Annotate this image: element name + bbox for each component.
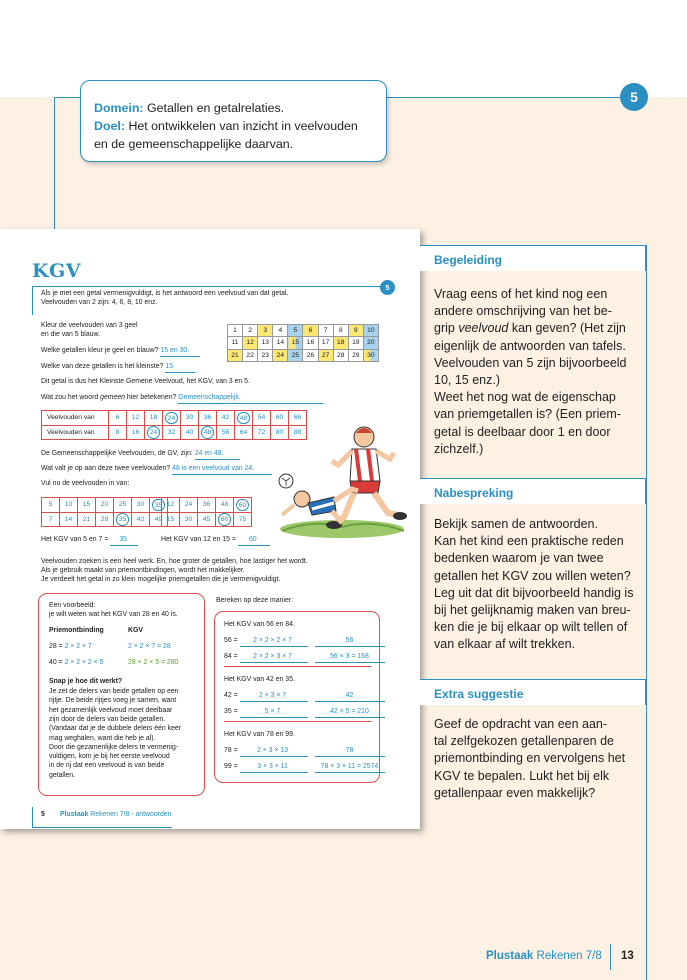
multiple-cell: 12 — [162, 498, 180, 513]
multiple-cell: 40 — [181, 425, 199, 440]
snap-line: vuldigen, kom je bij het eerste veelvoud — [49, 753, 170, 761]
divider — [224, 721, 371, 722]
sidebar-line: KGV te bepalen. Lukt het bij elk — [434, 768, 610, 783]
right-margin-line — [646, 245, 647, 980]
multiple-cell: 24 — [163, 411, 181, 426]
grid-cell: 25 — [288, 349, 303, 361]
multiple-cell: 30 — [132, 498, 150, 513]
nabespreking-text — [434, 516, 644, 654]
grid-cell: 1 — [228, 325, 243, 337]
kgv-35-row: 35 = 5 × 7 42 × 5 = 210 — [224, 708, 385, 718]
nabespreking-heading: Nabespreking — [420, 478, 646, 504]
sidebar-line: ken die je bij elkaar op wilt tellen of — [434, 620, 628, 635]
question-observe: Wat valt je op aan deze twee veelvouden? 48 is een veelvoud van 24. — [41, 465, 272, 475]
answer-kgv-12-15: 60 — [238, 536, 270, 546]
bereken-instruction: Bereken op deze manier: — [216, 597, 293, 604]
sidebar-line: andere omschrijving van het be- — [434, 304, 612, 319]
kgv-78-99-title: Het KGV van 78 en 99. — [224, 731, 295, 738]
grid-cell: 6 — [303, 325, 318, 337]
sidebar-line: Weet het nog wat de eigenschap — [434, 390, 616, 405]
multiple-cell: 54 — [253, 411, 271, 426]
kgv-explanation: Dit getal is dus het Kleinste Gemene Veelvoud, het KGV, van 3 en 5. — [41, 378, 250, 385]
grid-cell: 11 — [228, 337, 243, 349]
multiple-cell: 60 — [234, 498, 252, 513]
grid-cell: 10 — [363, 325, 378, 337]
grid-cell: 7 — [318, 325, 333, 337]
snap-line: mag weghalen, want die heb je al). — [49, 734, 156, 742]
answer-gemeen: Gemeenschappelijk. — [178, 394, 323, 404]
workbook-footer: Plustaak Rekenen 7/8 - antwoorden — [60, 811, 172, 818]
snap-line: Je zet de delers van beide getallen op een — [49, 688, 179, 695]
multiple-cell: 28 — [96, 512, 114, 527]
answer-gv: 24 en 48. — [195, 450, 240, 460]
workbook-page — [0, 229, 420, 829]
grid-cell: 23 — [258, 349, 273, 361]
sidebar-line: grip veelvoud kan geven? (Het zijn — [434, 321, 626, 336]
grid-cell: 8 — [333, 325, 348, 337]
grid-cell: 27 — [318, 349, 333, 361]
multiple-cell: 42 — [132, 512, 150, 527]
grid-cell: 24 — [273, 349, 288, 361]
sidebar-line: Geef de opdracht van een aan- — [434, 717, 608, 731]
grid-cell: 14 — [273, 337, 288, 349]
multiple-cell: 60 — [216, 512, 234, 527]
multiple-cell: 35 — [114, 512, 132, 527]
multiple-cell: 30 — [181, 411, 199, 426]
grid-cell: 3 — [258, 325, 273, 337]
multiple-cell: 49 — [150, 512, 168, 527]
multiple-cell: 48 — [216, 498, 234, 513]
multiple-cell: 24 — [180, 498, 198, 513]
multiple-cell: 7 — [42, 512, 60, 527]
example-28-kgv: 2 × 2 × 7 = 28 — [128, 643, 171, 650]
grid-cell: 9 — [348, 325, 363, 337]
multiple-cell: 35 — [150, 498, 168, 513]
snap-line: (Vandaar dat je de dubbele delers één keer — [49, 725, 182, 733]
begeleiding-text — [434, 286, 644, 458]
intro-line-2: Veelvouden van 2 zijn: 4, 6, 8, 10 enz. — [41, 299, 158, 306]
question-kgv-5-7: Het KGV van 5 en 7 = 35 — [41, 536, 138, 546]
sidebar-line: getallen het KGV zou willen weten? — [434, 568, 631, 583]
multiple-cell: 72 — [253, 425, 271, 440]
example-col-kgv: KGV — [128, 627, 143, 634]
grid-cell: 20 — [363, 337, 378, 349]
multiple-cell: 16 — [127, 425, 145, 440]
example-28: 28 = 2 × 2 × 7 — [49, 643, 92, 650]
intro-line-1: Als je met een getal vermenigvuldigt, is het antwoord een veelvoud van dat getal. — [41, 290, 289, 297]
sidebar-line: Veelvouden van 5 zijn bijvoorbeeld — [434, 355, 627, 370]
footer-separator — [610, 944, 611, 970]
domain-goal-box — [80, 80, 387, 162]
sidebar-line: Vraag eens of het kind nog een — [434, 287, 608, 301]
multiple-cell: 88 — [289, 425, 307, 440]
multiple-cell: 80 — [271, 425, 289, 440]
kgv-56-row: 56 = 2 × 2 × 2 × 7 56 — [224, 637, 385, 647]
footer-line — [32, 807, 33, 827]
multiple-cell: 66 — [289, 411, 307, 426]
multiple-cell: 21 — [78, 512, 96, 527]
grid-cell: 18 — [333, 337, 348, 349]
kgv-56-84-title: Het KGV van 56 en 84. — [224, 621, 295, 628]
answer-observe: 48 is een veelvoud van 24. — [172, 465, 272, 475]
sidebar-line: van priemgetallen is? (Een priem- — [434, 407, 621, 422]
multiples-5-7-table — [41, 497, 168, 527]
multiples-12-15-table — [161, 497, 252, 527]
example-40-kgv: 28 × 2 × 5 = 280 — [128, 659, 179, 666]
connector-line — [54, 97, 81, 98]
snap-line: getallen. — [49, 771, 76, 779]
snap-line: Door die gezamenlijke delers te vermenig- — [49, 743, 179, 751]
question-color-1: Kleur de veelvouden van 3 geel — [41, 322, 138, 329]
example-title-1: Een voorbeeld: — [49, 602, 96, 609]
multiple-cell: 42 — [217, 411, 235, 426]
snap-line: het gezamenlijk veelvoud moet deelbaar — [49, 706, 173, 714]
question-gv: De Gemeenschappelijke Veelvouden, de GV, zijn: 24 en 48. — [41, 450, 240, 460]
number-grid — [227, 324, 379, 362]
multiple-cell: 12 — [127, 411, 145, 426]
grid-cell: 5 — [288, 325, 303, 337]
grid-cell: 13 — [258, 337, 273, 349]
multiple-cell: 5 — [42, 498, 60, 513]
doel-text-2: en de gemeenschappelijke daarvan. — [94, 137, 294, 151]
workbook-title: KGV — [32, 260, 81, 282]
doel-label: Doel: — [94, 119, 125, 133]
page-footer-brand: Plustaak Rekenen 7/8 — [486, 950, 602, 962]
extra-suggestie-text — [434, 716, 644, 802]
sidebar-line: bedenken waarom je van twee — [434, 551, 604, 566]
multiple-cell: 24 — [145, 425, 163, 440]
question-smallest: Welke van deze getallen is het kleinste? 15 — [41, 363, 195, 373]
multiple-cell: 60 — [271, 411, 289, 426]
grid-cell: 2 — [243, 325, 258, 337]
lesson-number-badge: 5 — [620, 83, 648, 111]
question-gemeen: Wat zou het woord gemeen hier betekenen? Gemeenschappelijk. — [41, 394, 323, 404]
snap-line: zijn door de delers van beide getallen. — [49, 715, 166, 723]
grid-cell: 16 — [303, 337, 318, 349]
answer-kgv-5-7: 35 — [110, 536, 138, 546]
divider — [224, 666, 371, 667]
snap-title: Snap je hoe dit werkt? — [49, 678, 123, 685]
football-cartoon-illustration — [272, 419, 412, 539]
label-veelvouden-8: Veelvouden van — [42, 425, 109, 440]
begeleiding-heading: Begeleiding — [420, 245, 646, 271]
grid-cell: 19 — [348, 337, 363, 349]
multiple-cell: 75 — [234, 512, 252, 527]
paragraph-line-2: Als je gebruik maakt van priemontbindingen, wordt het makkelijker. — [41, 567, 245, 574]
connector-line — [387, 97, 620, 98]
workbook-page-number: 5 — [41, 811, 45, 818]
grid-cell: 4 — [273, 325, 288, 337]
grid-cell: 30 — [363, 349, 378, 361]
sidebar-line: van elkaar af wilt trekken. — [434, 637, 576, 652]
grid-cell: 21 — [228, 349, 243, 361]
multiple-cell: 48 — [199, 425, 217, 440]
multiple-cell: 10 — [60, 498, 78, 513]
connector-line — [54, 97, 55, 230]
multiple-cell: 25 — [114, 498, 132, 513]
multiples-table — [41, 410, 307, 440]
grid-cell: 15 — [288, 337, 303, 349]
workbook-lesson-badge: 5 — [380, 280, 395, 295]
kgv-99-row: 99 = 3 × 3 × 11 78 × 3 × 11 = 2574 — [224, 763, 385, 773]
multiple-cell: 48 — [235, 411, 253, 426]
multiple-cell: 45 — [198, 512, 216, 527]
multiple-cell: 18 — [145, 411, 163, 426]
grid-cell: 26 — [303, 349, 318, 361]
sidebar-line: Leg uit dat dit bijvoorbeeld handig is — [434, 585, 634, 600]
sidebar-line: getallenpaar even makkelijk? — [434, 785, 596, 800]
multiple-cell: 36 — [199, 411, 217, 426]
example-title-2: je wilt weten wat het KGV van 28 en 40 is. — [49, 611, 178, 618]
grid-cell: 22 — [243, 349, 258, 361]
kgv-78-row: 78 = 2 × 3 × 13 78 — [224, 747, 385, 757]
domein-label: Domein: — [94, 101, 144, 115]
kgv-84-row: 84 = 2 × 2 × 3 × 7 56 × 3 = 168 — [224, 653, 385, 663]
multiple-cell: 20 — [96, 498, 114, 513]
sidebar-line: getal is deelbaar door 1 en door — [434, 424, 611, 439]
answer-yellow-blue: 15 en 30. — [160, 347, 200, 357]
answer-smallest: 15 — [165, 363, 195, 373]
question-yellow-blue: Welke getallen kleur je geel en blauw? 15 en 30. — [41, 347, 200, 357]
sidebar-line: tal zelfgekozen getallenparen de — [434, 734, 614, 749]
extra-suggestie-heading: Extra suggestie — [420, 679, 646, 705]
multiple-cell: 15 — [162, 512, 180, 527]
sidebar-line: Kan het kind een praktische reden — [434, 534, 624, 549]
snap-line: rijtje. De beide rijtjes voeg je samen, want — [49, 697, 177, 705]
sidebar-line: 10, 15 enz.) — [434, 373, 501, 388]
sidebar-line: eigenlijk de antwoorden van tafels. — [434, 338, 626, 353]
kgv-42-row: 42 = 2 × 3 × 7 42 — [224, 692, 385, 702]
doel-text: Het ontwikkelen van inzicht in veelvouden — [128, 119, 358, 133]
multiple-cell: 30 — [180, 512, 198, 527]
multiple-cell: 15 — [78, 498, 96, 513]
grid-cell: 17 — [318, 337, 333, 349]
example-col-priem: Priemontbinding — [49, 627, 104, 634]
page-number: 13 — [621, 950, 634, 962]
snap-line: in de rij dat een veelvoud is van beide — [49, 762, 165, 770]
grid-cell: 28 — [333, 349, 348, 361]
sidebar-line: Bekijk samen de antwoorden. — [434, 517, 598, 531]
question-fill: Vul nu de veelvouden in van: — [41, 480, 130, 487]
question-kgv-12-15: Het KGV van 12 en 15 = 60 — [161, 536, 270, 546]
label-veelvouden-6: Veelvouden van — [42, 411, 109, 426]
question-color-2: en die van 5 blauw. — [41, 331, 100, 338]
multiple-cell: 56 — [217, 425, 235, 440]
multiple-cell: 64 — [235, 425, 253, 440]
paragraph-line-3: Je verdeelt het getal in zo klein mogelijke priemgetallen die je vermenigvuldigt. — [41, 576, 281, 583]
domein-text: Getallen en getalrelaties. — [147, 101, 285, 115]
multiple-cell: 8 — [109, 425, 127, 440]
multiple-cell: 14 — [60, 512, 78, 527]
paragraph-line-1: Veelvouden zoeken is een heel werk. En, hoe groter de getallen, hoe lastiger het wordt. — [41, 558, 308, 565]
sidebar-line: priemontbinding en vervolgens het — [434, 751, 626, 766]
grid-cell: 12 — [243, 337, 258, 349]
sidebar-line: bij het gelijknamig maken van breu- — [434, 603, 631, 618]
kgv-42-35-title: Het KGV van 42 en 35. — [224, 676, 295, 683]
sidebar-line: zichzelf.) — [434, 441, 484, 456]
multiple-cell: 32 — [163, 425, 181, 440]
example-40: 40 = 2 × 2 × 2 × 5 — [49, 659, 104, 666]
multiple-cell: 6 — [109, 411, 127, 426]
multiple-cell: 36 — [198, 498, 216, 513]
grid-cell: 29 — [348, 349, 363, 361]
footer-line — [32, 827, 172, 828]
